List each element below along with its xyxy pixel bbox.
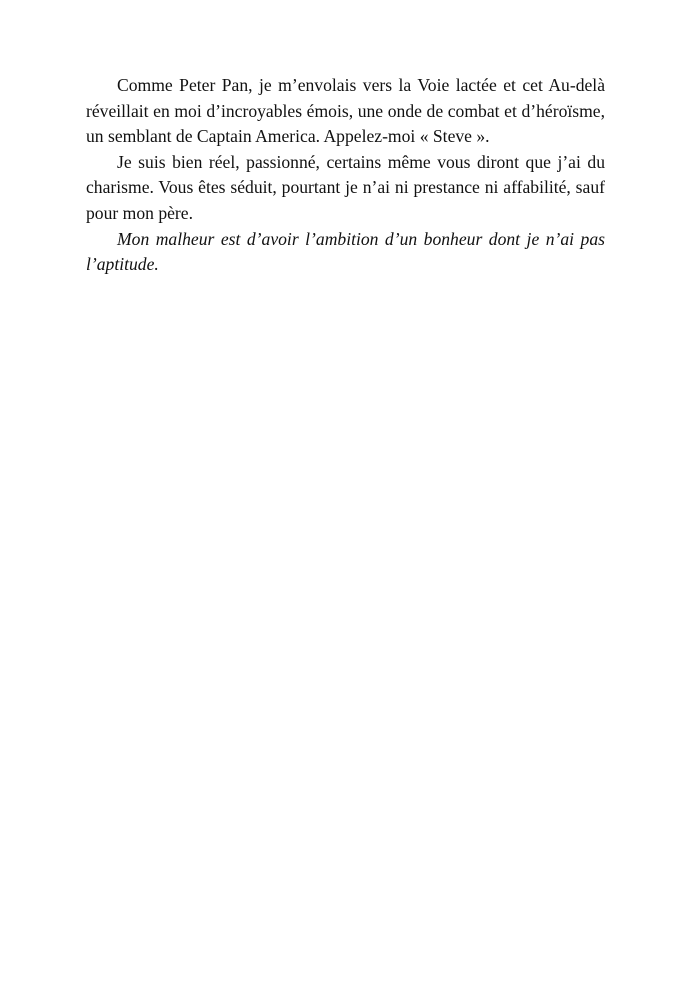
paragraph-2: Je suis bien réel, passionné, certains même vous diront que j’ai du charisme. Vous êtes séduit, pourtant je n’ai ni prestance ni affabilité, sauf pour mon père. xyxy=(86,151,605,223)
paragraph-3-italic-quote: Mon malheur est d’avoir l’ambition d’un bonheur dont je n’ai pas l’aptitude. xyxy=(86,228,605,275)
body-text xyxy=(86,73,605,278)
paragraph-1: Comme Peter Pan, je m’envolais vers la Voie lactée et cet Au-delà réveillait en moi d’incroyables émois, une onde de combat et d’héroïsme, un semblant de Captain America. Appelez-moi « Steve ». xyxy=(86,75,605,147)
